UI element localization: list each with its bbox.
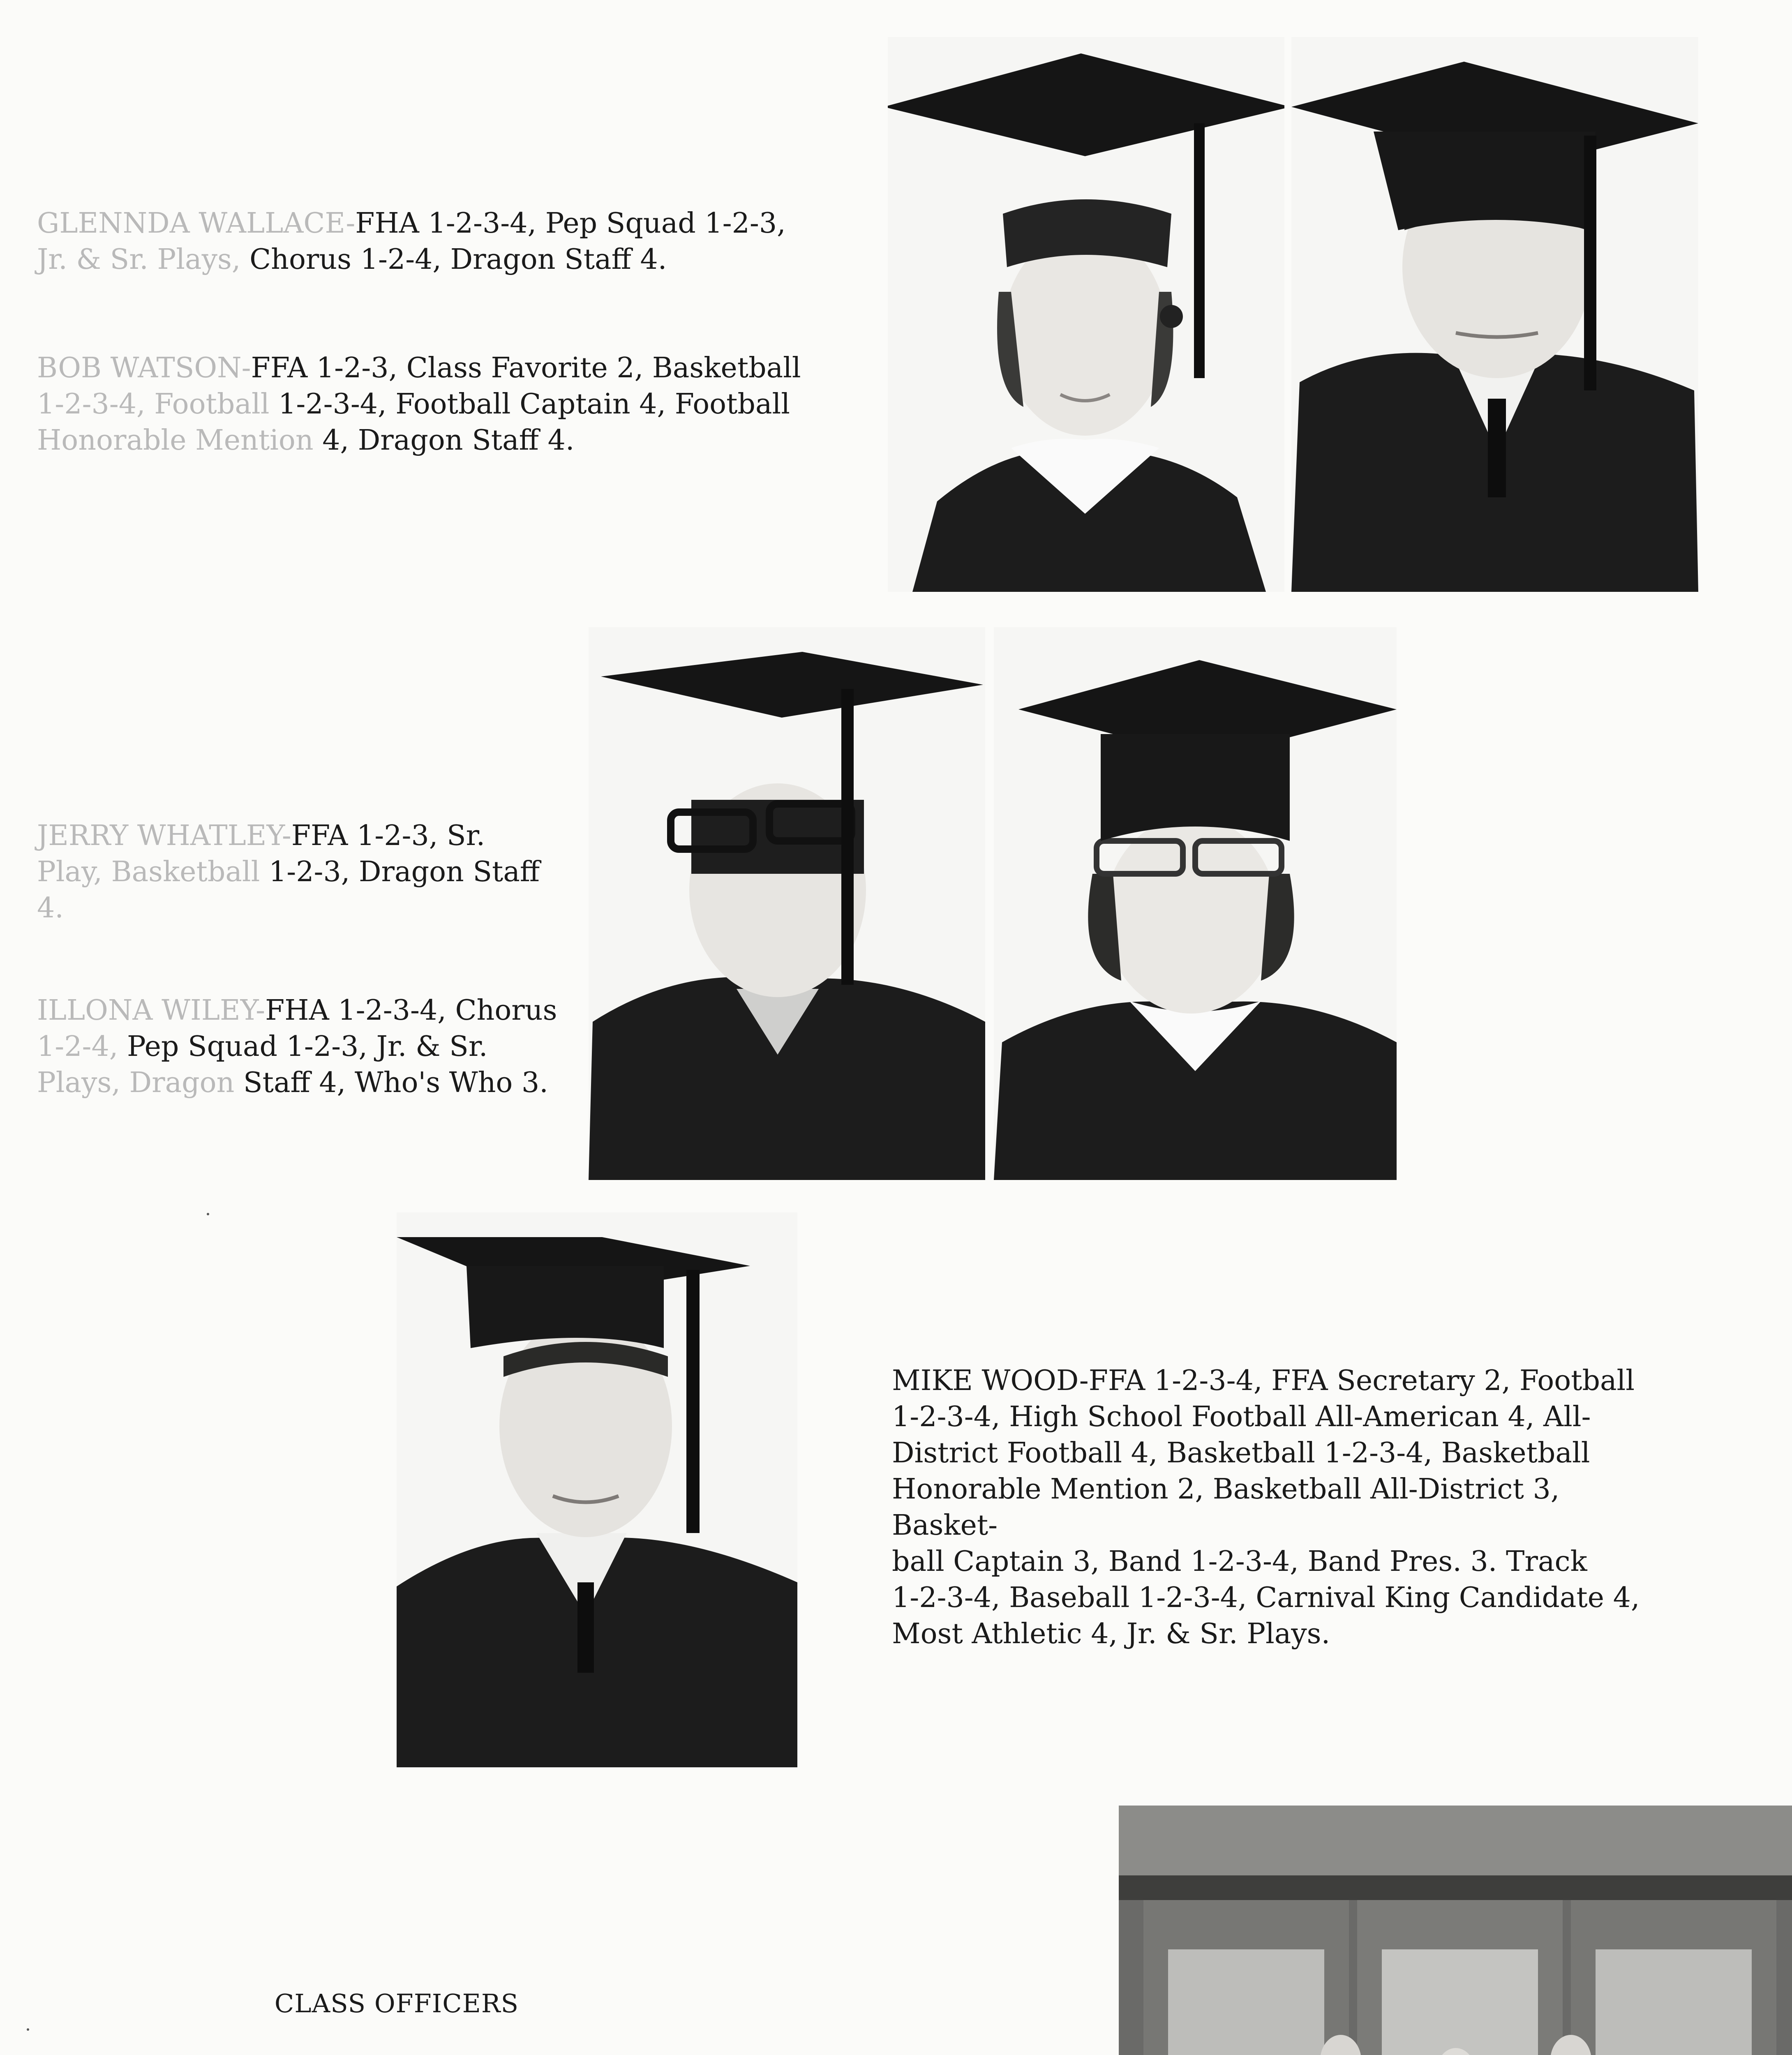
bio-faded-text: Honorable Mention xyxy=(37,424,314,457)
bio-line: 1-2-3-4, Baseball 1-2-3-4, Carnival King Candidate 4, xyxy=(892,1582,1640,1614)
portrait-wood xyxy=(397,1212,797,1767)
bio-line: 1-2-3-4, Football Captain 4, Football xyxy=(269,388,790,420)
bio-line: Honorable Mention 2, Basketball All-District 3, Basket- xyxy=(892,1473,1560,1542)
portrait-whatley xyxy=(589,627,985,1180)
bio-faded-name: ILLONA WILEY- xyxy=(37,994,266,1027)
bio-faded-text: Play, Basketball xyxy=(37,856,260,888)
bio-faded-text: Jr. & Sr. Plays, xyxy=(37,243,241,276)
bio-line: Chorus 1-2-4, Dragon Staff 4. xyxy=(240,243,667,276)
bio-line: Most Athletic 4, Jr. & Sr. Plays. xyxy=(892,1618,1330,1650)
bio-line: 1-2-3-4, High School Football All-American 4, All- xyxy=(892,1401,1591,1433)
bio-faded-name: GLENNDA WALLACE- xyxy=(37,207,356,240)
senior-bio-wiley xyxy=(37,993,592,1101)
senior-bio-watson xyxy=(37,350,859,459)
class-officers-photo xyxy=(1119,1806,1792,2055)
bio-line: FHA 1-2-3-4, Chorus xyxy=(265,994,557,1027)
bio-line: MIKE WOOD-FFA 1-2-3-4, FFA Secretary 2, Football xyxy=(892,1365,1635,1397)
bio-faded-text: Plays, Dragon xyxy=(37,1067,235,1099)
bio-line: 4, Dragon Staff 4. xyxy=(313,424,575,457)
bio-faded-text: 1-2-3-4, Football xyxy=(37,388,270,420)
bio-line: Pep Squad 1-2-3, Jr. & Sr. xyxy=(118,1030,488,1063)
bio-line: 1-2-3, Dragon Staff xyxy=(260,856,540,888)
senior-bio-whatley xyxy=(37,818,592,926)
portrait-wiley xyxy=(994,627,1397,1180)
bio-line: FFA 1-2-3, Sr. xyxy=(291,820,485,852)
print-speck xyxy=(207,1213,209,1215)
bio-faded-name: JERRY WHATLEY- xyxy=(37,820,291,852)
class-officers-heading: CLASS OFFICERS xyxy=(274,1988,519,2018)
bio-faded-text: 1-2-4, xyxy=(37,1030,118,1063)
bio-line: ball Captain 3, Band 1-2-3-4, Band Pres. 3. Track xyxy=(892,1545,1587,1578)
bio-line: FHA 1-2-3-4, Pep Squad 1-2-3, xyxy=(355,207,786,240)
bio-faded-name: BOB WATSON- xyxy=(37,352,251,384)
bio-faded-text: 4. xyxy=(37,892,64,924)
bio-line: Staff 4, Who's Who 3. xyxy=(234,1067,548,1099)
bio-line: FFA 1-2-3, Class Favorite 2, Basketball xyxy=(251,352,801,384)
print-speck xyxy=(27,2028,29,2031)
senior-bio-wood xyxy=(892,1363,1673,1652)
bio-line: District Football 4, Basketball 1-2-3-4, Basketball xyxy=(892,1437,1590,1469)
portrait-watson xyxy=(1291,37,1698,592)
senior-bio-wallace xyxy=(37,206,859,278)
portrait-wallace xyxy=(888,37,1284,592)
